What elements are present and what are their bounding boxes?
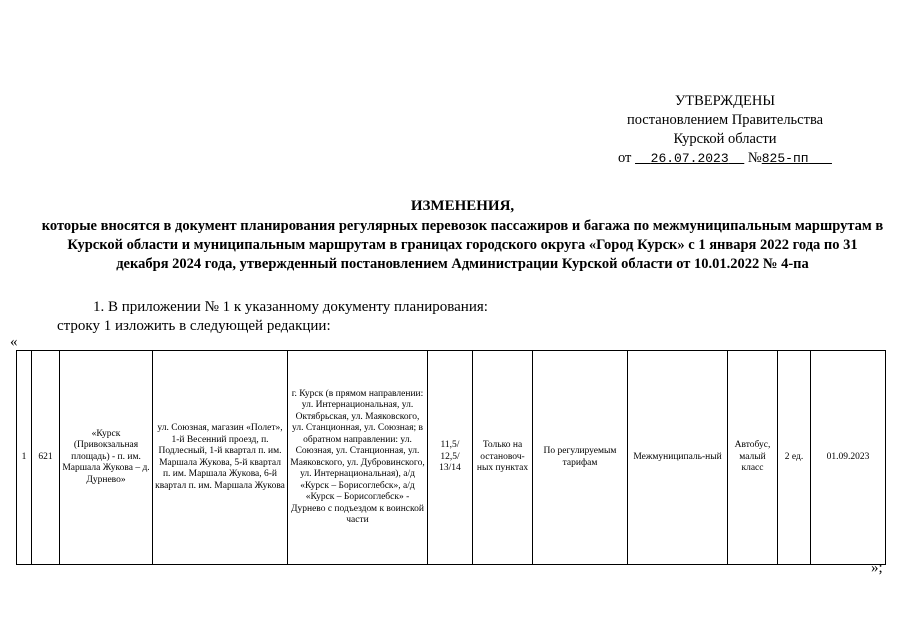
table-row	[17, 351, 886, 565]
approval-date-line	[618, 149, 850, 168]
approval-issuer: постановлением Правительства	[626, 112, 824, 128]
route-table	[16, 350, 886, 565]
approval-date: 26.07.2023	[650, 151, 729, 166]
cell-vehicle-count: 2 ед.	[778, 351, 811, 565]
cell-route-name: «Курск (Привокзальная площадь) - п. им. Маршала Жукова – д. Дурнево»	[60, 351, 153, 565]
cell-boarding: Только на остановоч-ных пунктах	[473, 351, 533, 565]
opening-quote: «	[10, 334, 18, 350]
approval-heading: УТВЕРЖДЕНЫ	[674, 93, 776, 109]
number-prefix: №	[747, 150, 762, 166]
cell-route-type: Межмуниципаль-ный	[628, 351, 728, 565]
approval-block	[600, 92, 850, 168]
cell-row-number: 1	[17, 351, 32, 565]
cell-start-date: 01.09.2023	[811, 351, 886, 565]
paragraph-1: 1. В приложении № 1 к указанному документу планирования:	[93, 299, 488, 315]
cell-vehicle: Автобус, малый класс	[728, 351, 778, 565]
approval-region: Курской области	[673, 131, 777, 147]
approval-number: 825-пп	[761, 151, 809, 166]
paragraph-2: строку 1 изложить в следующей редакции:	[57, 318, 331, 334]
cell-streets: г. Курск (в прямом направлении: ул. Интернациональная, ул. Октябрьская, ул. Маяковского, ул. Станционная, ул. Союзная; в обратном направлении: ул. Союзная, ул. Станционная, ул. Маяковского, ул. Дубровинского, ул. Интернациональная), а/д «Курск – Борисоглебск», а/д «Курск – Борисоглебск» - Дурнево с подъездом к воинской части	[288, 351, 428, 565]
cell-route-number: 621	[32, 351, 60, 565]
cell-length: 11,5/ 12,5/ 13/14	[428, 351, 473, 565]
date-prefix: от	[618, 150, 632, 166]
document-title	[40, 197, 885, 274]
cell-stops: ул. Союзная, магазин «Полет», 1-й Весенний проезд, п. Подлесный, 1-й квартал п. им. Маршала Жукова, 5-й квартал п. им. Маршала Жукова, 6-й квартал п. им. Маршала Жукова	[153, 351, 288, 565]
title-sub: которые вносятся в документ планирования регулярных перевозок пассажиров и багажа по межмуниципальным маршрутам в Курской области и муниципальным маршрутам в границах городского округа «Город Курск» с 1 января 2022 года по 31 декабря 2024 года, утвержденный постановлением Администрации Курской области от 10.01.2022 № 4-па	[41, 218, 884, 272]
cell-tariff: По регулируемым тарифам	[533, 351, 628, 565]
closing-quote: »;	[871, 560, 883, 576]
title-main: ИЗМЕНЕНИЯ,	[410, 198, 515, 214]
